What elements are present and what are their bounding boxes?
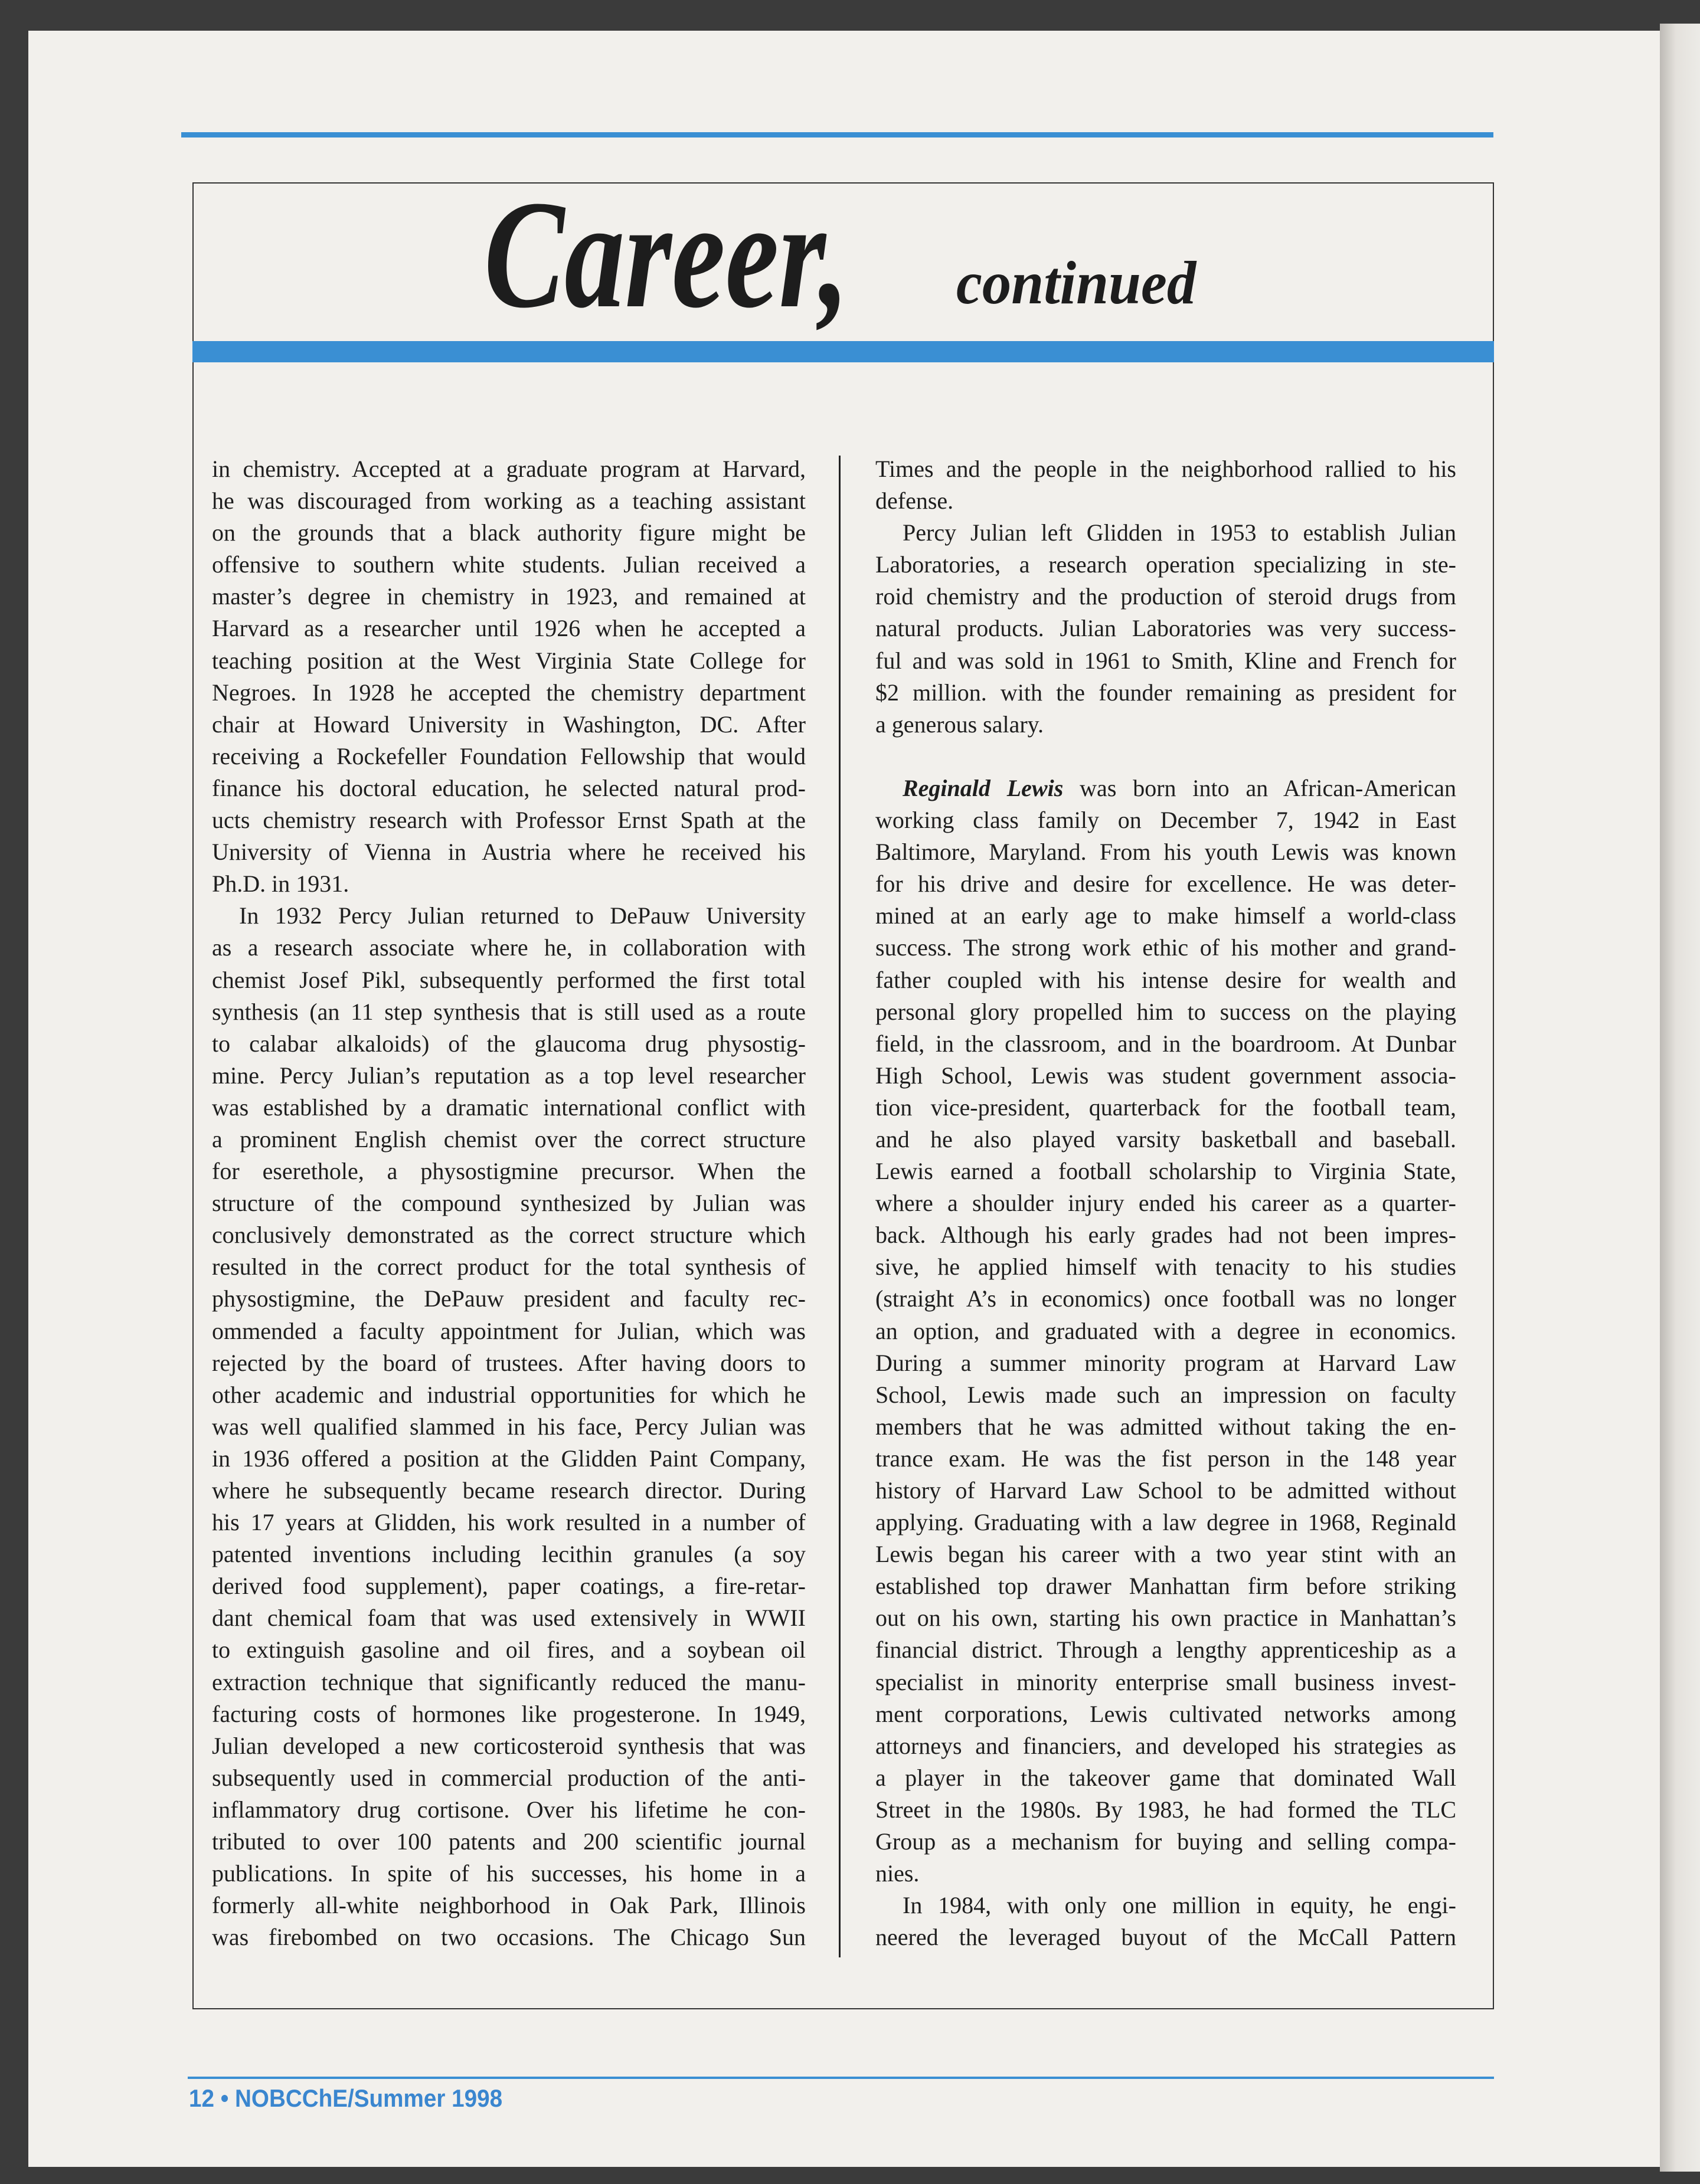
text-line: other academic and industrial opportunities for which he: [212, 1381, 806, 1408]
text-line: trance exam. He was the fist person in the 148 year: [875, 1445, 1456, 1472]
text-line: his 17 years at Glidden, his work resulted in a number of: [212, 1509, 806, 1536]
page-footer: 12 • NOBCChE/Summer 1998: [189, 2084, 503, 2112]
text-line: where a shoulder injury ended his career as a quarter-: [875, 1190, 1456, 1217]
text-line: Julian developed a new corticosteroid synthesis that was: [212, 1732, 806, 1759]
text-line: master’s degree in chemistry in 1923, and remained at: [212, 583, 806, 610]
text-line: teaching position at the West Virginia State College for: [212, 647, 806, 674]
text-line: a player in the takeover game that dominated Wall: [875, 1764, 1456, 1791]
text-line: defense.: [875, 487, 954, 515]
text-line: father coupled with his intense desire for wealth and: [875, 966, 1456, 993]
text-line: members that he was admitted without taking the en-: [875, 1413, 1456, 1440]
text-line: resulted in the correct product for the total synthesis of: [212, 1253, 806, 1281]
text-line: synthesis (an 11 step synthesis that is still used as a route: [212, 998, 806, 1025]
right-column: [875, 453, 1456, 1953]
title-blue-band: [192, 341, 1494, 362]
column-divider: [839, 456, 841, 1957]
text-line: Baltimore, Maryland. From his youth Lewis was known: [875, 839, 1456, 866]
text-line: field, in the classroom, and in the boardroom. At Dunbar: [875, 1030, 1456, 1057]
text-line: ommended a faculty appointment for Julian, which was: [212, 1317, 806, 1344]
text-line: established top drawer Manhattan firm before striking: [875, 1573, 1456, 1600]
text-line: ful and was sold in 1961 to Smith, Kline and French for: [875, 647, 1456, 674]
text-line: in chemistry. Accepted at a graduate program at Harvard,: [212, 456, 806, 482]
text-line: attorneys and financiers, and developed his strategies as: [875, 1732, 1456, 1759]
text-line: University of Vienna in Austria where he received his: [212, 839, 806, 866]
text-line: to extinguish gasoline and oil fires, and a soybean oil: [212, 1636, 806, 1664]
text-line: High School, Lewis was student government associa-: [875, 1062, 1456, 1089]
top-blue-rule: [181, 132, 1493, 137]
text-line: was well qualified slammed in his face, Percy Julian was: [212, 1413, 806, 1440]
text-line: facturing costs of hormones like progesterone. In 1949,: [212, 1700, 806, 1727]
text-line: extraction technique that significantly reduced the manu-: [212, 1668, 806, 1695]
text-line: Negroes. In 1928 he accepted the chemistry department: [212, 679, 806, 706]
text-line: was firebombed on two occasions. The Chicago Sun: [212, 1924, 806, 1951]
text-line: structure of the compound synthesized by Julian was: [212, 1190, 806, 1217]
text-line: nies.: [875, 1860, 920, 1887]
text-line: Times and the people in the neighborhood rallied to his: [875, 456, 1456, 482]
adjacent-page-edge: [1660, 24, 1700, 2172]
left-column: [212, 453, 806, 1953]
text-line: for his drive and desire for excellence. He was deter-: [875, 870, 1456, 898]
text-line: patented inventions including lecithin granules (a soy: [212, 1541, 806, 1568]
text-line: Lewis earned a football scholarship to Virginia State,: [875, 1158, 1456, 1185]
text-line: Street in the 1980s. By 1983, he had formed the TLC: [875, 1796, 1456, 1823]
text-line: Group as a mechanism for buying and selling compa-: [875, 1828, 1456, 1855]
title-sub: continued: [956, 249, 1196, 317]
title-main: Career,: [484, 169, 849, 340]
text-line: School, Lewis made such an impression on faculty: [875, 1381, 1456, 1408]
text-line: history of Harvard Law School to be admitted without: [875, 1477, 1456, 1504]
text-line: a generous salary.: [875, 710, 1044, 738]
text-line: finance his doctoral education, he selected natural prod-: [212, 774, 806, 801]
text-line: derived food supplement), paper coatings, a fire-retar-: [212, 1573, 806, 1600]
text-line: (straight A’s in economics) once football was no longer: [875, 1285, 1456, 1312]
text-line: as a research associate where he, in collaboration with: [212, 934, 806, 961]
text-line: applying. Graduating with a law degree in 1968, Reginald: [875, 1509, 1456, 1536]
text-line: tributed to over 100 patents and 200 scientific journal: [212, 1828, 806, 1855]
text-line: personal glory propelled him to success on the playing: [875, 998, 1456, 1025]
text-line: chair at Howard University in Washington, DC. After: [212, 710, 806, 738]
text-line: chemist Josef Pikl, subsequently performed the first total: [212, 966, 806, 993]
text-line: Harvard as a researcher until 1926 when he accepted a: [212, 615, 806, 642]
text-line: he was discouraged from working as a teaching assistant: [212, 487, 806, 515]
text-line: ment corporations, Lewis cultivated networks among: [875, 1700, 1456, 1727]
text-line: subsequently used in commercial production of the anti-: [212, 1764, 806, 1791]
text-line: in 1936 offered a position at the Glidden Paint Company,: [212, 1445, 806, 1472]
text-line: ucts chemistry research with Professor Ernst Spath at the: [212, 807, 806, 834]
text-line: $2 million. with the founder remaining as president for: [875, 679, 1456, 706]
text-line: an option, and graduated with a degree in economics.: [875, 1317, 1456, 1344]
text-line: financial district. Through a lengthy apprenticeship as a: [875, 1636, 1456, 1664]
text-line: physostigmine, the DePauw president and faculty rec-: [212, 1285, 806, 1312]
text-line: Percy Julian left Glidden in 1953 to establish Julian: [903, 519, 1456, 546]
line-text: was born into an African-American: [1080, 774, 1457, 801]
text-line: inflammatory drug cortisone. Over his lifetime he con-: [212, 1796, 806, 1823]
text-line: sive, he applied himself with tenacity to his studies: [875, 1253, 1456, 1281]
text-line: mined at an early age to make himself a world-class: [875, 902, 1456, 929]
text-line: mine. Percy Julian’s reputation as a top level researcher: [212, 1062, 806, 1089]
text-line: In 1984, with only one million in equity, he engi-: [903, 1892, 1456, 1919]
text-line: was established by a dramatic international conflict with: [212, 1093, 806, 1121]
text-line: back. Although his early grades had not been impres-: [875, 1222, 1456, 1249]
text-line: tion vice-president, quarterback for the football team,: [875, 1093, 1456, 1121]
lead-name: Reginald Lewis: [903, 774, 1064, 801]
text-line: rejected by the board of trustees. After having doors to: [212, 1349, 806, 1376]
text-line: working class family on December 7, 1942 in East: [875, 807, 1456, 834]
text-line: formerly all-white neighborhood in Oak Park, Illinois: [212, 1892, 806, 1919]
text-line: natural products. Julian Laboratories was very success-: [875, 615, 1456, 642]
text-line: neered the leveraged buyout of the McCall Pattern: [875, 1924, 1456, 1951]
text-line: dant chemical foam that was used extensively in WWII: [212, 1605, 806, 1632]
text-line: for eserethole, a physostigmine precursor. When the: [212, 1158, 806, 1185]
text-line: publications. In spite of his successes, his home in a: [212, 1860, 806, 1887]
text-line: Ph.D. in 1931.: [212, 870, 349, 898]
text-line: on the grounds that a black authority figure might be: [212, 519, 806, 546]
text-line: and he also played varsity basketball and baseball.: [875, 1125, 1456, 1152]
text-line: roid chemistry and the production of steroid drugs from: [875, 583, 1456, 610]
text-line: to calabar alkaloids) of the glaucoma drug physostig-: [212, 1030, 806, 1057]
text-line: During a summer minority program at Harvard Law: [875, 1349, 1456, 1376]
text-line: Lewis began his career with a two year stint with an: [875, 1541, 1456, 1568]
text-line: success. The strong work ethic of his mother and grand-: [875, 934, 1456, 961]
text-line: conclusively demonstrated as the correct structure which: [212, 1222, 806, 1249]
text-line: specialist in minority enterprise small business invest-: [875, 1668, 1456, 1695]
text-line: In 1932 Percy Julian returned to DePauw University: [239, 902, 806, 929]
paragraph-spacer: [875, 741, 1456, 772]
text-line: receiving a Rockefeller Foundation Fellowship that would: [212, 742, 806, 770]
page-title: [484, 169, 1196, 340]
footer-rule: [188, 2077, 1494, 2079]
text-line: a prominent English chemist over the correct structure: [212, 1125, 806, 1152]
text-line: [875, 772, 1456, 804]
text-line: offensive to southern white students. Julian received a: [212, 551, 806, 578]
text-line: where he subsequently became research director. During: [212, 1477, 806, 1504]
text-line: Laboratories, a research operation specializing in ste-: [875, 551, 1456, 578]
text-line: out on his own, starting his own practice in Manhattan’s: [875, 1605, 1456, 1632]
